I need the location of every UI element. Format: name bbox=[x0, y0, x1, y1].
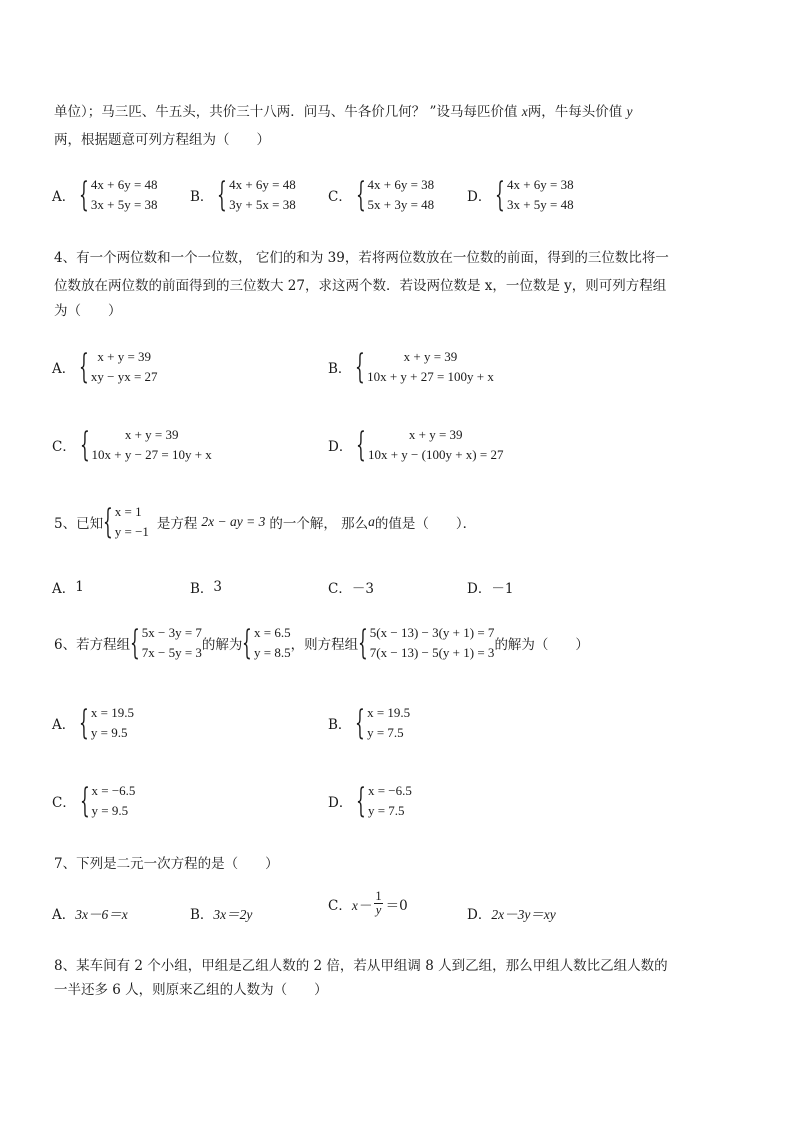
q5-stem: 5、已知 { x = 1 y = −1 是方程 2x − ay = 3 的一个解， 那么 a 的值是（ ）． bbox=[54, 502, 477, 542]
q3-option-c[interactable]: C． { 4x + 6y = 38 5x + 3y = 48 bbox=[328, 175, 435, 215]
equation-system: { 5(x − 13) − 3(y + 1) = 7 7(x − 13) − 5(y + 1) = 3 bbox=[358, 623, 495, 663]
q6-option-b[interactable]: B． { x = 19.5 y = 7.5 bbox=[328, 703, 411, 743]
q6-option-c[interactable]: C． { x = −6.5 y = 9.5 bbox=[52, 781, 136, 821]
q4-option-d[interactable]: D． { x + y = 39 10x + y − (100y + x) = 27 bbox=[328, 425, 504, 465]
solution-system: { x = −6.5 y = 9.5 bbox=[79, 781, 136, 821]
q3-option-b[interactable]: B． { 4x + 6y = 48 3y + 5x = 38 bbox=[190, 175, 296, 215]
q6-option-a[interactable]: A． { x = 19.5 y = 9.5 bbox=[52, 703, 134, 743]
q4-option-a[interactable]: A． { x + y = 39 xy − yx = 27 bbox=[52, 347, 158, 387]
q5-option-c[interactable]: C． －3 bbox=[328, 581, 374, 597]
q3-option-a[interactable]: A． { 4x + 6y = 48 3x + 5y = 38 bbox=[52, 175, 158, 215]
equation-system: { 4x + 6y = 38 3x + 5y = 48 bbox=[495, 175, 574, 215]
q5-option-d[interactable]: D． －1 bbox=[467, 581, 514, 597]
equation-system: { x + y = 39 10x + y − 27 = 10y + x bbox=[79, 425, 212, 465]
q4-line3: 为（ ） bbox=[54, 303, 122, 319]
var-a: a bbox=[368, 514, 375, 529]
q7-option-d[interactable]: D． 2x－3y＝xy bbox=[467, 907, 556, 923]
solution-system: { x = 1 y = −1 bbox=[103, 502, 149, 542]
q6-option-d[interactable]: D． { x = −6.5 y = 7.5 bbox=[328, 781, 412, 821]
q8-line2: 一半还多 6 人，则原来乙组的人数为（ ） bbox=[54, 982, 328, 998]
var-x: x bbox=[521, 104, 528, 119]
q7-option-a[interactable]: A． 3x－6＝x bbox=[52, 907, 128, 923]
q4-line2: 位数放在两位数的前面得到的三位数大 27，求这两个数．若设两位数是 x，一位数是 y，则可列方程组 bbox=[54, 278, 667, 294]
equation-system: { x + y = 39 10x + y + 27 = 100y + x bbox=[355, 347, 494, 387]
q7-option-c[interactable]: C． x－ $\frac{1}{y}$ ＝0 bbox=[328, 889, 408, 917]
solution-system: { x = 19.5 y = 9.5 bbox=[79, 703, 134, 743]
q8-line1: 8、某车间有 2 个小组，甲组是乙组人数的 2 倍，若从甲组调 8 人到乙组，那么甲组人数比乙组人数的 bbox=[54, 958, 668, 974]
solution-system: { x = 19.5 y = 7.5 bbox=[355, 703, 411, 743]
equation-system: { 4x + 6y = 48 3x + 5y = 38 bbox=[79, 175, 158, 215]
q5-option-a[interactable]: A． 1 bbox=[52, 579, 84, 597]
q4-line1: 4、有一个两位数和一个一位数， 它们的和为 39，若将两位数放在一位数的前面，得到的三位数比将一 bbox=[54, 250, 669, 266]
q4-option-b[interactable]: B． { x + y = 39 10x + y + 27 = 100y + x bbox=[328, 347, 494, 387]
q3-line2: 两，根据题意可列方程组为（ ） bbox=[54, 132, 270, 148]
q3-option-d[interactable]: D． { 4x + 6y = 38 3x + 5y = 48 bbox=[467, 175, 574, 215]
fraction: $\frac{1}{y}$ bbox=[375, 889, 382, 917]
q5-option-b[interactable]: B． 3 bbox=[190, 579, 223, 597]
q6-stem: 6、若方程组 { 5x − 3y = 7 7x − 5y = 3 的解为 { x = 6.5 y = 8.5 ，则方程组 { 5(x − 13) − 3(y + 1) = 7 7(x − 13) − 5(y + 1) = 3 的解为（ ） bbox=[54, 623, 589, 663]
solution-system: { x = 6.5 y = 8.5 bbox=[242, 623, 291, 663]
q7-option-b[interactable]: B． 3x＝2y bbox=[190, 907, 253, 923]
equation-system: { 5x − 3y = 7 7x − 5y = 3 bbox=[130, 623, 202, 663]
equation-system: { x + y = 39 xy − yx = 27 bbox=[79, 347, 158, 387]
equation-system: { x + y = 39 10x + y − (100y + x) = 27 bbox=[356, 425, 504, 465]
q7-stem: 7、下列是二元一次方程的是（ ） bbox=[54, 856, 279, 872]
q4-option-c[interactable]: C． { x + y = 39 10x + y − 27 = 10y + x bbox=[52, 425, 212, 465]
equation-system: { 4x + 6y = 38 5x + 3y = 48 bbox=[355, 175, 435, 215]
equation: 2x − ay = 3 bbox=[201, 514, 266, 529]
q3-line1: 单位）；马三匹、牛五头，共价三十八两．问马、牛各价几何？ ”设马每匹价值 x两，牛每头价值 y bbox=[54, 104, 633, 120]
equation-system: { 4x + 6y = 48 3y + 5x = 38 bbox=[217, 175, 296, 215]
solution-system: { x = −6.5 y = 7.5 bbox=[356, 781, 412, 821]
var-y: y bbox=[626, 104, 633, 119]
